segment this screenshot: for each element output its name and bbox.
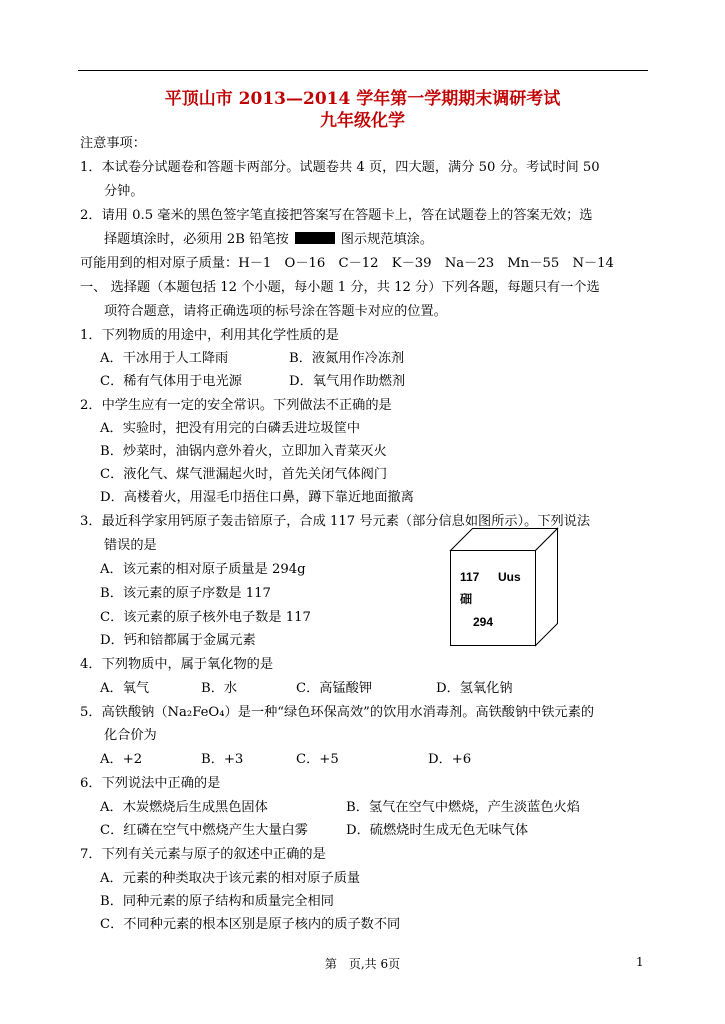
q3-option-b: B．该元素的原子序数是 117	[100, 586, 271, 601]
q2-stem: 2．中学生应有一定的安全常识。下列做法不正确的是	[80, 398, 392, 413]
element-info-cube	[450, 528, 558, 646]
header-rule	[78, 70, 648, 71]
filled-answer-mark-icon	[295, 232, 335, 244]
q6-option-b: B．氢气在空气中燃烧，产生淡蓝色火焰	[346, 800, 580, 815]
q1-option-d: D．氧气用作助燃剂	[289, 374, 406, 389]
note-1-line-1: 1．本试卷分试题卷和答题卡两部分。试题卷共 4 页，四大题，满分 50 分。考试时间 50	[80, 160, 600, 175]
q4-option-b: B．水	[201, 681, 238, 696]
note-2-line-1: 2．请用 0.5 毫米的黑色签字笔直接把答案写在答题卡上，答在试题卷上的答案无效；选	[80, 208, 593, 223]
atomic-masses: 可能用到的相对原子质量：H－1 O－16 C－12 K－39 Na－23 Mn－55 N－14	[80, 256, 614, 271]
q6-option-d: D．硫燃烧时生成无色无味气体	[346, 823, 529, 838]
q3-stem-line-1: 3．最近科学家用钙原子轰击锫原子，合成 117 号元素（部分信息如图所示）。下列说法	[80, 514, 591, 529]
q5-option-c: C．+5	[296, 752, 339, 767]
exam-title: 平顶山市 2013—2014 学年第一学期期末调研考试	[164, 89, 561, 109]
q1-option-a: A．干冰用于人工降雨	[100, 351, 229, 366]
element-number: 117	[460, 570, 480, 584]
q1-option-c: C．稀有气体用于电光源	[100, 374, 242, 389]
element-mass: 294	[473, 615, 494, 629]
q3-option-a: A．该元素的相对原子质量是 294g	[100, 562, 306, 577]
element-name: 鿬	[460, 592, 473, 606]
element-symbol: Uus	[498, 570, 521, 584]
cube-outline-icon	[450, 528, 558, 646]
q7-option-b: B．同种元素的原子结构和质量完全相同	[100, 894, 334, 909]
q6-option-c: C．红磷在空气中燃烧产生大量白雾	[100, 823, 308, 838]
section-1-line-2: 项符合题意，请将正确选项的标号涂在答题卡对应的位置。	[104, 304, 447, 319]
notes-heading: 注意事项：	[80, 136, 146, 151]
note-2-text-before: 择题填涂时，必须用 2B 铅笔按	[104, 232, 289, 247]
q6-option-a: A．木炭燃烧后生成黑色固体	[100, 800, 268, 815]
q1-stem: 1．下列物质的用途中，利用其化学性质的是	[80, 328, 339, 343]
q2-option-c: C．液化气、煤气泄漏起火时，首先关闭气体阀门	[100, 467, 388, 482]
q1-option-b: B．液氮用作冷冻剂	[289, 351, 405, 366]
q2-option-a: A．实验时，把没有用完的白磷丢进垃圾筐中	[100, 421, 361, 436]
q5-option-b: B．+3	[201, 752, 244, 767]
q5-option-d: D．+6	[428, 752, 472, 767]
note-1-line-2: 分钟。	[104, 184, 144, 199]
q3-option-d: D．钙和锫都属于金属元素	[100, 633, 256, 648]
footer-page-info: 第 页,共 6页	[324, 957, 401, 971]
q4-option-c: C．高锰酸钾	[296, 681, 373, 696]
q5-option-a: A．+2	[100, 752, 143, 767]
q5-stem-line-1: 5．高铁酸钠（Na₂FeO₄）是一种“绿色环保高效”的饮用水消毒剂。高铁酸钠中铁元素的	[80, 705, 595, 720]
q3-option-c: C．该元素的原子核外电子数是 117	[100, 610, 311, 625]
q7-option-a: A．元素的种类取决于该元素的相对原子质量	[100, 871, 361, 886]
note-2-line-2	[104, 231, 433, 249]
q4-option-a: A．氧气	[100, 681, 150, 696]
q3-stem-line-2: 错误的是	[104, 538, 157, 553]
footer-page-number: 1	[636, 955, 644, 969]
q4-stem: 4．下列物质中，属于氧化物的是	[80, 657, 274, 672]
q2-option-b: B．炒菜时，油锅内意外着火，立即加入青菜灭火	[100, 444, 387, 459]
q6-stem: 6．下列说法中正确的是	[80, 776, 221, 791]
exam-subject: 九年级化学	[320, 111, 405, 131]
q7-stem: 7．下列有关元素与原子的叙述中正确的是	[80, 847, 326, 862]
q2-option-d: D．高楼着火，用湿毛巾捂住口鼻，蹲下靠近地面撤离	[100, 490, 414, 505]
q5-stem-line-2: 化合价为	[104, 728, 157, 743]
note-2-text-after: 图示规范填涂。	[340, 232, 434, 247]
section-1-line-1: 一、 选择题（本题包括 12 个小题，每小题 1 分，共 12 分）下列各题，每题只有一个选	[80, 280, 600, 295]
q7-option-c: C．不同种元素的根本区别是原子核内的质子数不同	[100, 917, 401, 932]
q4-option-d: D．氢氧化钠	[436, 681, 513, 696]
